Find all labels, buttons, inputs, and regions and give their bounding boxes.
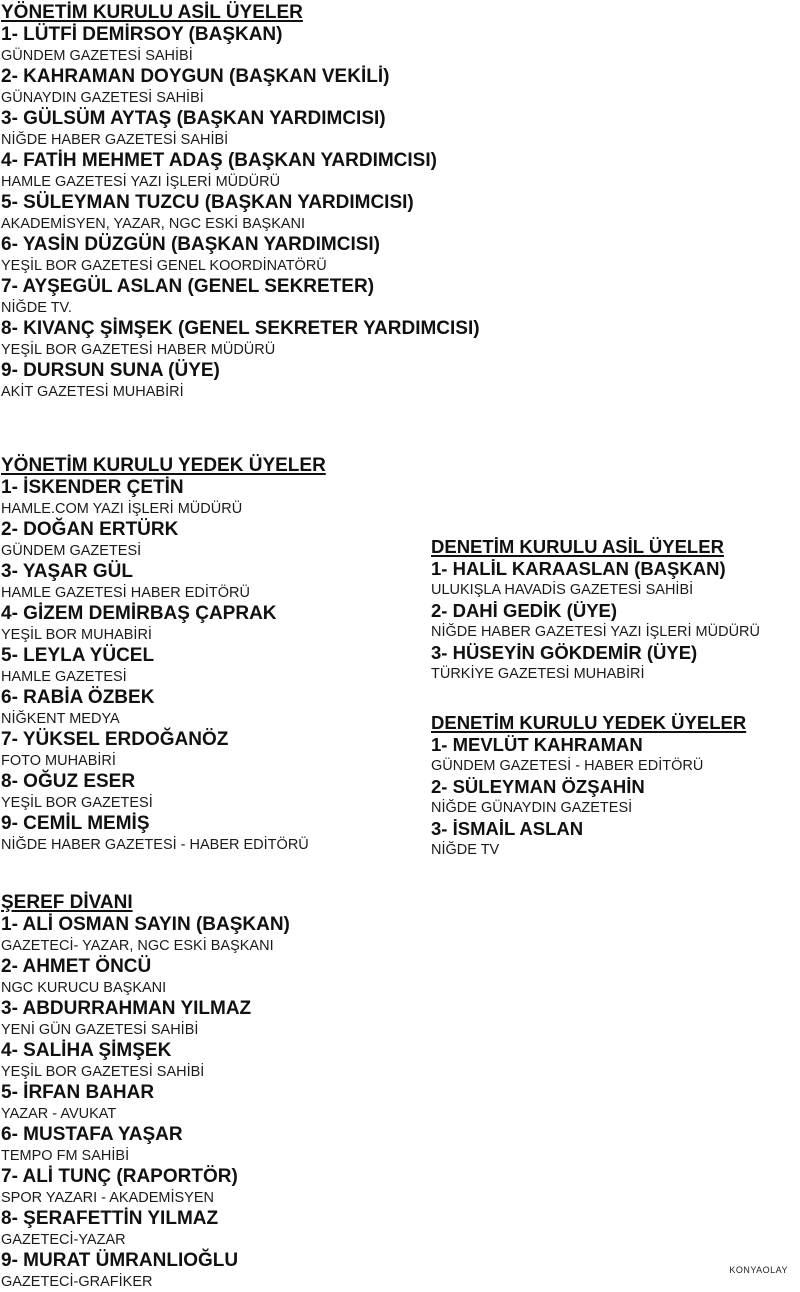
member-entry bbox=[431, 558, 760, 600]
member-entry bbox=[1, 1082, 290, 1124]
section-heading: DENETİM KURULU ASİL ÜYELER bbox=[431, 536, 724, 557]
member-name: 2- KAHRAMAN DOYGUN (BAŞKAN VEKİLİ) bbox=[1, 66, 390, 87]
member-role: YEŞİL BOR GAZETESİ bbox=[1, 795, 153, 811]
member-entry bbox=[1, 24, 480, 66]
member-role: HAMLE.COM YAZI İŞLERİ MÜDÜRÜ bbox=[1, 501, 243, 517]
section-denetim-asil bbox=[431, 536, 760, 684]
member-entry bbox=[1, 1250, 290, 1292]
member-entry bbox=[1, 1208, 290, 1250]
member-entry bbox=[1, 914, 290, 956]
section-seref-divani bbox=[1, 892, 290, 1292]
member-role: HAMLE GAZETESİ bbox=[1, 669, 127, 685]
member-role: TEMPO FM SAHİBİ bbox=[1, 1148, 130, 1164]
member-role: NİĞDE GÜNAYDIN GAZETESİ bbox=[431, 800, 633, 816]
member-name: 2- DAHİ GEDİK (ÜYE) bbox=[431, 600, 618, 621]
member-role: NİĞKENT MEDYA bbox=[1, 711, 120, 727]
member-name: 1- ALİ OSMAN SAYIN (BAŞKAN) bbox=[1, 914, 290, 935]
member-role: NİĞDE TV bbox=[431, 842, 500, 858]
member-role: YAZAR - AVUKAT bbox=[1, 1106, 117, 1122]
member-entry bbox=[1, 813, 326, 855]
section-heading: DENETİM KURULU YEDEK ÜYELER bbox=[431, 712, 747, 733]
member-entry bbox=[1, 771, 326, 813]
member-role: TÜRKİYE GAZETESİ MUHABİRİ bbox=[431, 666, 645, 682]
member-name: 6- YASİN DÜZGÜN (BAŞKAN YARDIMCISI) bbox=[1, 234, 380, 255]
member-role: SPOR YAZARI - AKADEMİSYEN bbox=[1, 1190, 214, 1206]
member-name: 2- DOĞAN ERTÜRK bbox=[1, 519, 179, 540]
member-name: 9- MURAT ÜMRANLIOĞLU bbox=[1, 1250, 239, 1271]
member-entry bbox=[1, 687, 326, 729]
member-name: 4- FATİH MEHMET ADAŞ (BAŞKAN YARDIMCISI) bbox=[1, 150, 437, 171]
member-entry bbox=[1, 956, 290, 998]
member-entry bbox=[1, 561, 326, 603]
member-name: 7- AYŞEGÜL ASLAN (GENEL SEKRETER) bbox=[1, 276, 375, 297]
member-entry bbox=[1, 477, 326, 519]
member-role: GÜNAYDIN GAZETESİ SAHİBİ bbox=[1, 90, 204, 106]
member-entry bbox=[1, 150, 480, 192]
member-role: NİĞDE HABER GAZETESİ YAZI İŞLERİ MÜDÜRÜ bbox=[431, 624, 760, 640]
member-role: ULUKIŞLA HAVADİS GAZETESİ SAHİBİ bbox=[431, 582, 694, 598]
member-entry bbox=[1, 66, 480, 108]
member-name: 8- KIVANÇ ŞİMŞEK (GENEL SEKRETER YARDIMCISI) bbox=[1, 318, 480, 339]
member-name: 3- YAŞAR GÜL bbox=[1, 561, 133, 582]
member-entry bbox=[431, 776, 746, 818]
member-entry bbox=[431, 734, 746, 776]
member-name: 2- SÜLEYMAN ÖZŞAHİN bbox=[431, 776, 645, 797]
member-name: 3- HÜSEYİN GÖKDEMİR (ÜYE) bbox=[431, 642, 698, 663]
member-name: 7- YÜKSEL ERDOĞANÖZ bbox=[1, 729, 229, 750]
member-name: 1- HALİL KARAASLAN (BAŞKAN) bbox=[431, 558, 726, 579]
section-heading: YÖNETİM KURULU YEDEK ÜYELER bbox=[1, 455, 326, 476]
member-entry bbox=[431, 642, 760, 684]
member-name: 8- OĞUZ ESER bbox=[1, 771, 136, 792]
member-role: NİĞDE HABER GAZETESİ SAHİBİ bbox=[1, 132, 229, 148]
member-entry bbox=[431, 818, 746, 860]
member-name: 2- AHMET ÖNCÜ bbox=[1, 956, 152, 977]
member-role: GÜNDEM GAZETESİ - HABER EDİTÖRÜ bbox=[431, 758, 704, 774]
member-role: HAMLE GAZETESİ HABER EDİTÖRÜ bbox=[1, 585, 250, 601]
member-entry bbox=[1, 234, 480, 276]
member-role: YENİ GÜN GAZETESİ SAHİBİ bbox=[1, 1022, 199, 1038]
member-entry bbox=[1, 1040, 290, 1082]
section-yonetim-asil bbox=[1, 2, 480, 402]
member-name: 6- RABİA ÖZBEK bbox=[1, 687, 155, 708]
member-role: GAZETECİ-YAZAR bbox=[1, 1232, 126, 1248]
section-yonetim-yedek bbox=[1, 455, 326, 855]
member-entry bbox=[1, 998, 290, 1040]
member-role: NİĞDE TV. bbox=[1, 300, 72, 316]
member-name: 3- İSMAİL ASLAN bbox=[431, 818, 584, 839]
member-role: GAZETECİ-GRAFİKER bbox=[1, 1274, 153, 1290]
member-role: FOTO MUHABİRİ bbox=[1, 753, 116, 769]
member-role: YEŞİL BOR GAZETESİ HABER MÜDÜRÜ bbox=[1, 342, 276, 358]
member-name: 3- GÜLSÜM AYTAŞ (BAŞKAN YARDIMCISI) bbox=[1, 108, 386, 129]
member-name: 5- LEYLA YÜCEL bbox=[1, 645, 155, 666]
member-entry bbox=[1, 603, 326, 645]
section-heading: YÖNETİM KURULU ASİL ÜYELER bbox=[1, 2, 303, 23]
member-name: 4- SALİHA ŞİMŞEK bbox=[1, 1040, 172, 1061]
member-role: GÜNDEM GAZETESİ bbox=[1, 543, 142, 559]
member-role: AKİT GAZETESİ MUHABİRİ bbox=[1, 384, 184, 400]
member-name: 6- MUSTAFA YAŞAR bbox=[1, 1124, 183, 1145]
member-entry bbox=[1, 645, 326, 687]
member-role: GAZETECİ- YAZAR, NGC ESKİ BAŞKANI bbox=[1, 938, 274, 954]
member-role: YEŞİL BOR GAZETESİ GENEL KOORDİNATÖRÜ bbox=[1, 258, 327, 274]
member-entry bbox=[1, 192, 480, 234]
member-name: 9- DURSUN SUNA (ÜYE) bbox=[1, 360, 220, 381]
member-name: 5- İRFAN BAHAR bbox=[1, 1082, 155, 1103]
member-role: YEŞİL BOR MUHABİRİ bbox=[1, 627, 152, 643]
section-denetim-yedek bbox=[431, 712, 746, 860]
member-entry bbox=[1, 318, 480, 360]
member-entry bbox=[1, 1124, 290, 1166]
section-heading: ŞEREF DİVANI bbox=[1, 892, 133, 913]
member-role: AKADEMİSYEN, YAZAR, NGC ESKİ BAŞKANI bbox=[1, 216, 306, 232]
member-entry bbox=[1, 1166, 290, 1208]
member-name: 1- LÜTFİ DEMİRSOY (BAŞKAN) bbox=[1, 24, 283, 45]
member-name: 5- SÜLEYMAN TUZCU (BAŞKAN YARDIMCISI) bbox=[1, 192, 414, 213]
member-entry bbox=[431, 600, 760, 642]
member-entry bbox=[1, 519, 326, 561]
member-name: 3- ABDURRAHMAN YILMAZ bbox=[1, 998, 252, 1019]
member-role: HAMLE GAZETESİ YAZI İŞLERİ MÜDÜRÜ bbox=[1, 174, 281, 190]
member-name: 1- İSKENDER ÇETİN bbox=[1, 477, 184, 498]
member-name: 7- ALİ TUNÇ (RAPORTÖR) bbox=[1, 1166, 238, 1187]
member-entry bbox=[1, 108, 480, 150]
member-entry bbox=[1, 729, 326, 771]
member-entry bbox=[1, 360, 480, 402]
member-role: NİĞDE HABER GAZETESİ - HABER EDİTÖRÜ bbox=[1, 837, 309, 853]
member-entry bbox=[1, 276, 480, 318]
member-name: 4- GİZEM DEMİRBAŞ ÇAPRAK bbox=[1, 603, 277, 624]
member-name: 9- CEMİL MEMİŞ bbox=[1, 813, 150, 834]
member-role: NGC KURUCU BAŞKANI bbox=[1, 980, 167, 996]
member-name: 8- ŞERAFETTİN YILMAZ bbox=[1, 1208, 219, 1229]
member-role: YEŞİL BOR GAZETESİ SAHİBİ bbox=[1, 1064, 205, 1080]
member-role: GÜNDEM GAZETESİ SAHİBİ bbox=[1, 48, 193, 64]
member-name: 1- MEVLÜT KAHRAMAN bbox=[431, 734, 643, 755]
watermark: KONYAOLAY bbox=[729, 1265, 788, 1275]
